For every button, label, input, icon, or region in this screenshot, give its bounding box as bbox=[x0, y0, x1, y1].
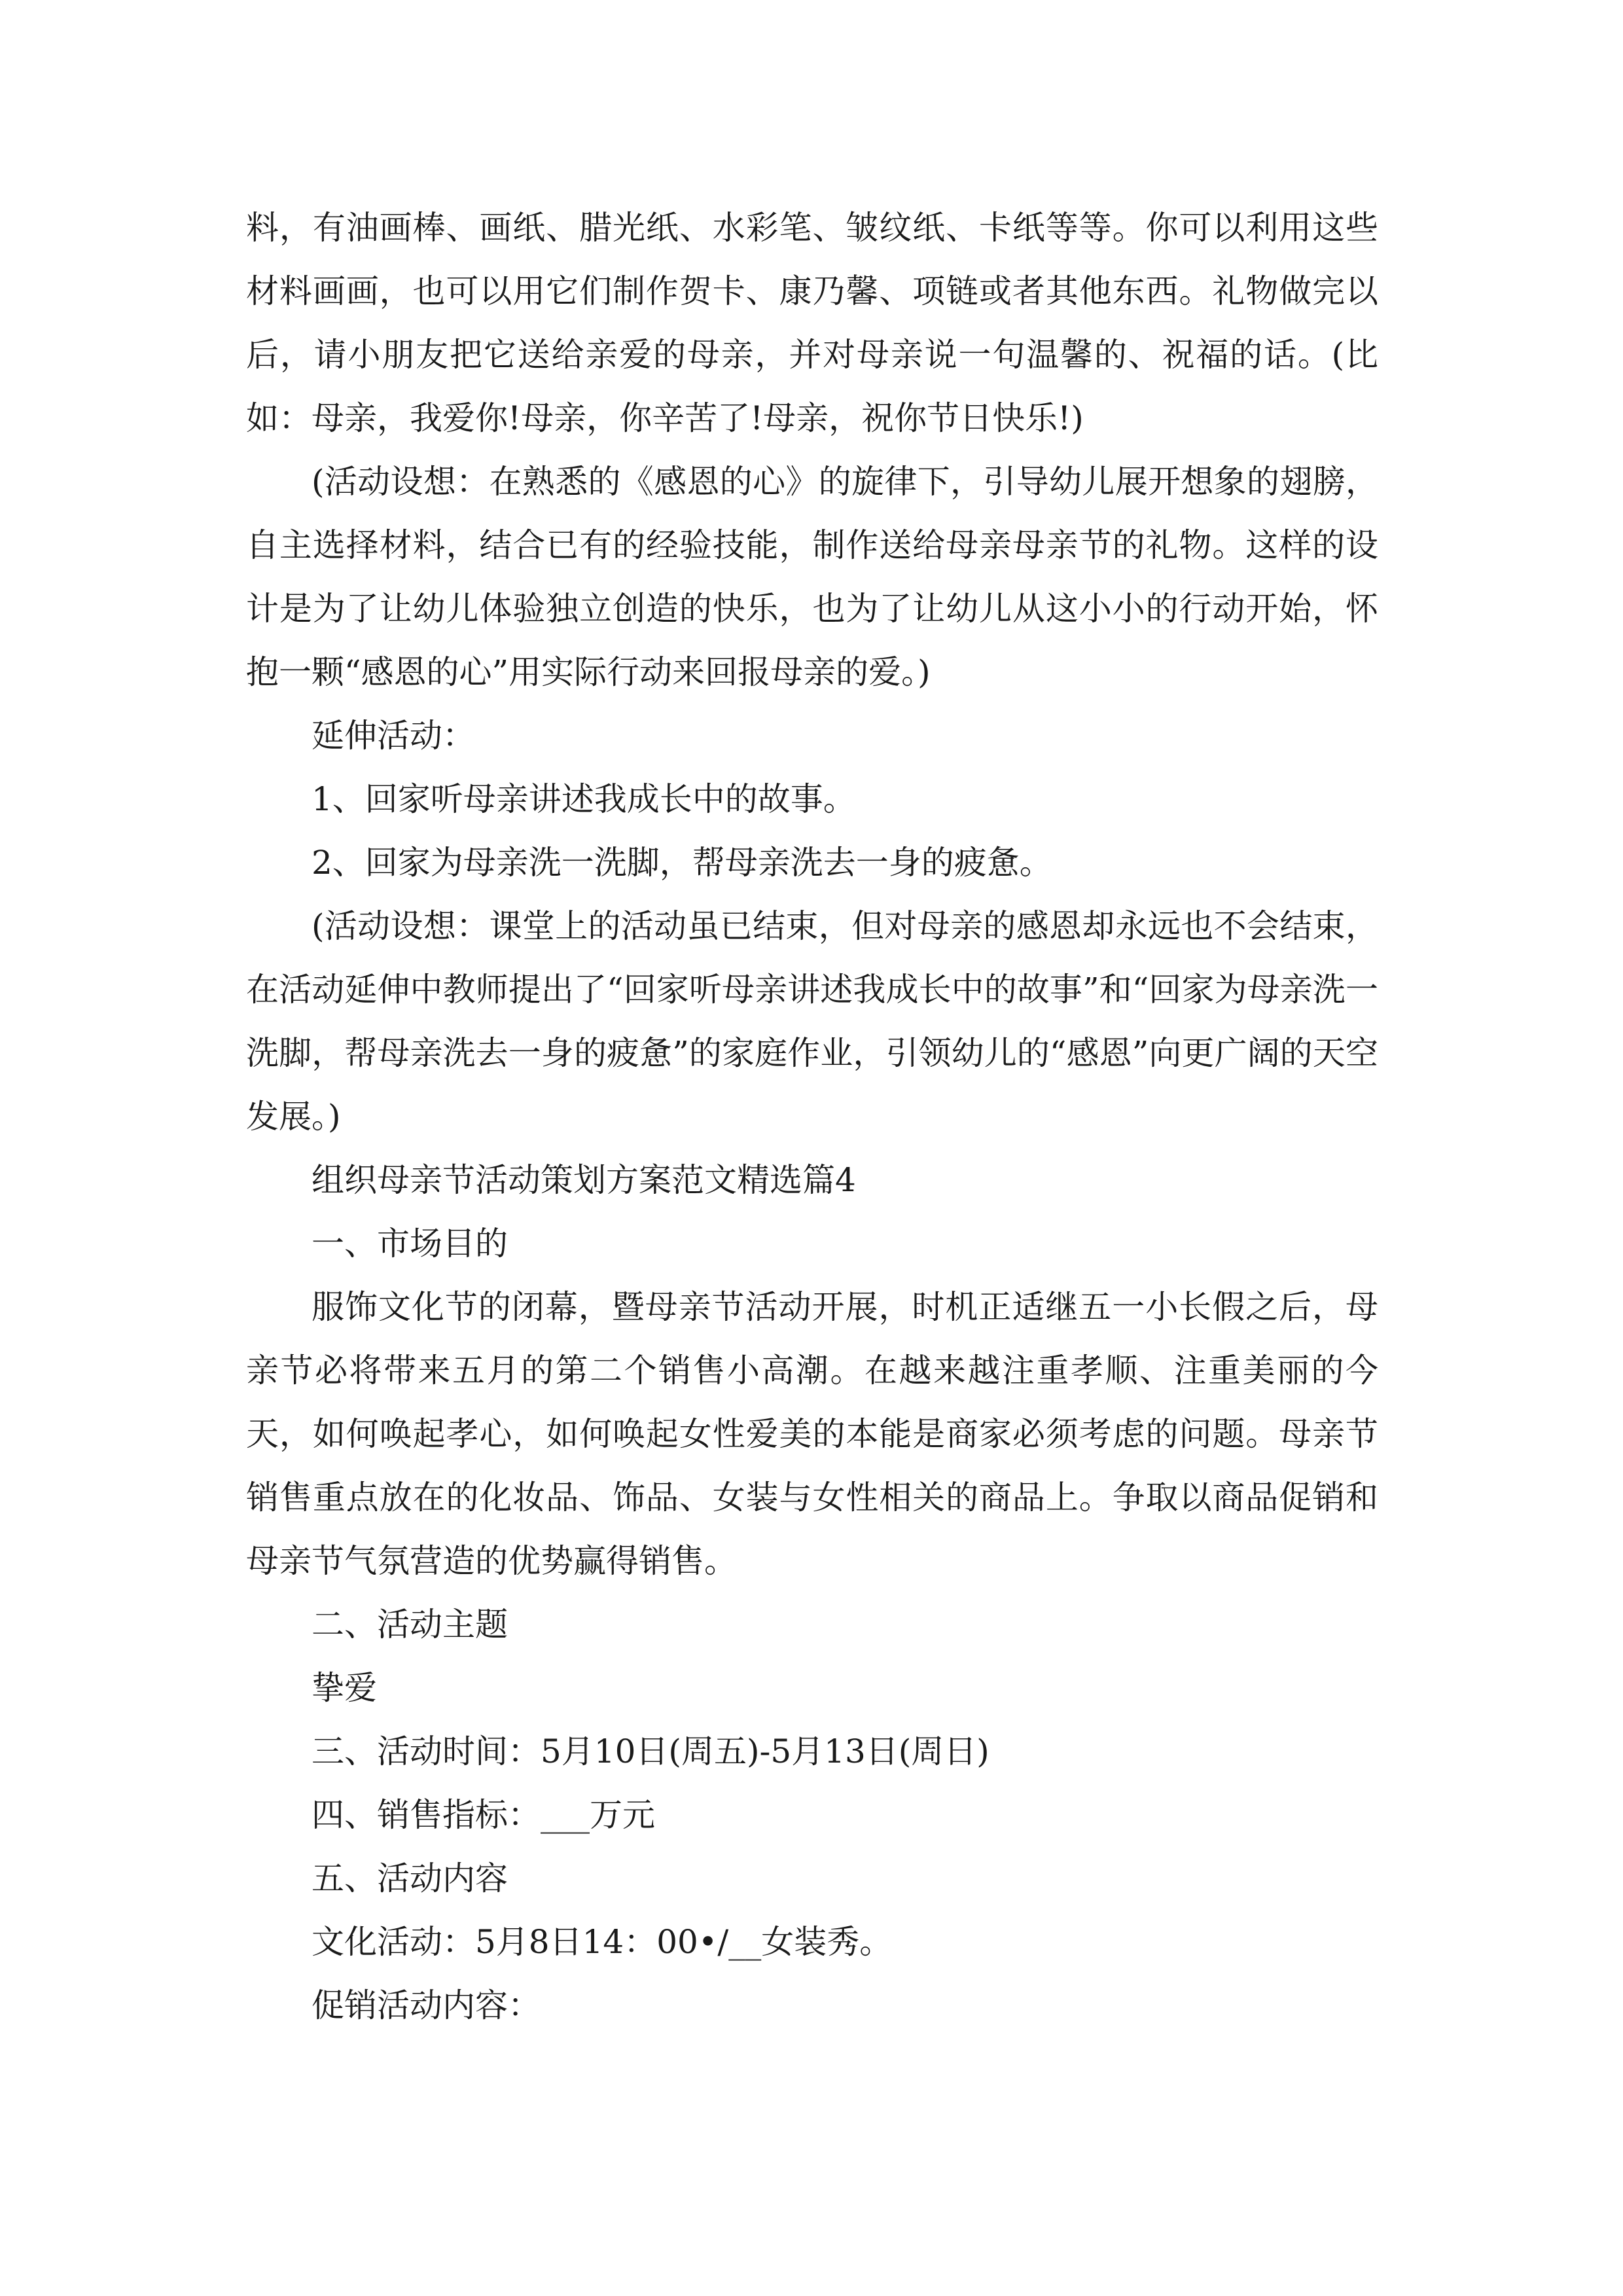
paragraph-activity-idea-1: (活动设想：在熟悉的《感恩的心》的旋律下，引导幼儿展开想象的翅膀，自主选择材料，结合已有的经验技能，制作送给母亲母亲节的礼物。这样的设计是为了让幼儿体验独立创造的快乐，也为了让幼儿从这小小的行动开始，怀抱一颗“感恩的心”用实际行动来回报母亲的爱。) bbox=[246, 463, 1378, 691]
heading-market-purpose: 一、市场目的 bbox=[312, 1225, 508, 1263]
paragraph-theme: 挚爱 bbox=[312, 1669, 377, 1707]
heading-sales-target: 四、销售指标：___万元 bbox=[312, 1796, 655, 1834]
heading-activity-time: 三、活动时间：5月10日(周五)-5月13日(周日) bbox=[312, 1732, 990, 1770]
section-title: 组织母亲节活动策划方案范文精选篇4 bbox=[312, 1161, 856, 1199]
heading-activity-content: 五、活动内容 bbox=[312, 1859, 508, 1897]
paragraph-promotion-heading: 促销活动内容： bbox=[312, 1986, 541, 2024]
list-item-1: 1、回家听母亲讲述我成长中的故事。 bbox=[312, 780, 856, 818]
paragraph-activity-idea-2: (活动设想：课堂上的活动虽已结束，但对母亲的感恩却永远也不会结束，在活动延伸中教师提出了“回家听母亲讲述我成长中的故事”和“回家为母亲洗一洗脚，帮母亲洗去一身的疲惫”的家庭作业，引领幼儿的“感恩”向更广阔的天空发展。) bbox=[246, 907, 1378, 1136]
heading-activity-theme: 二、活动主题 bbox=[312, 1605, 508, 1643]
paragraph-market-purpose: 服饰文化节的闭幕，暨母亲节活动开展，时机正适继五一小长假之后，母亲节必将带来五月的第二个销售小高潮。在越来越注重孝顺、注重美丽的今天，如何唤起孝心，如何唤起女性爱美的本能是商家必须考虑的问题。母亲节销售重点放在的化妆品、饰品、女装与女性相关的商品上。争取以商品促销和母亲节气氛营造的优势赢得销售。 bbox=[246, 1288, 1378, 1580]
document-body bbox=[246, 196, 1378, 2037]
list-item-2: 2、回家为母亲洗一洗脚，帮母亲洗去一身的疲惫。 bbox=[312, 844, 1052, 882]
paragraph-cultural-activity: 文化活动：5月8日14：00•/__女装秀。 bbox=[312, 1923, 893, 1961]
paragraph-extension-heading: 延伸活动： bbox=[312, 717, 475, 755]
paragraph-materials: 料，有油画棒、画纸、腊光纸、水彩笔、皱纹纸、卡纸等等。你可以利用这些材料画画，也可以用它们制作贺卡、康乃馨、项链或者其他东西。礼物做完以后，请小朋友把它送给亲爱的母亲，并对母亲说一句温馨的、祝福的话。(比如：母亲，我爱你!母亲，你辛苦了!母亲，祝你节日快乐!) bbox=[246, 209, 1378, 437]
